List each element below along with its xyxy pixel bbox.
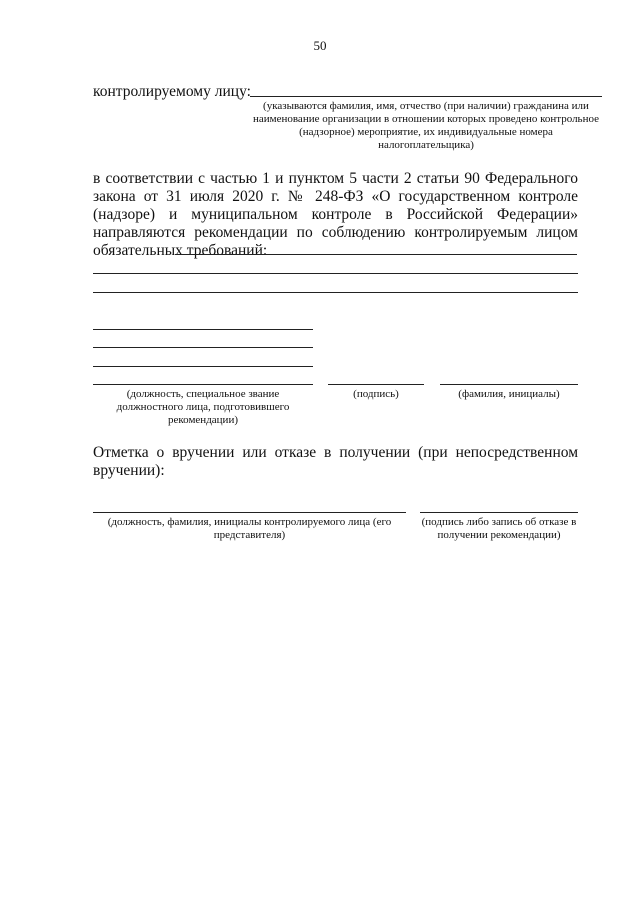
name-note: (фамилия, инициалы) [458, 388, 560, 400]
position-fill-line-2[interactable] [93, 347, 313, 348]
signature-note: (подпись) [353, 388, 399, 400]
delivery-recipient-fill-line[interactable] [93, 512, 406, 513]
name-fill-line[interactable] [440, 384, 578, 385]
signature-fill-line[interactable] [328, 384, 424, 385]
delivery-left-note: (должность, фамилия, инициалы контролируемого лица (его представителя) [107, 516, 392, 541]
position-fill-line-4[interactable] [93, 384, 313, 385]
main-paragraph [93, 170, 578, 260]
delivery-heading: Отметка о вручении или отказе в получении (при непосредственном вручении): [93, 444, 578, 479]
position-note: (должность, специальное звание должностного лица, подготовившего рекомендации) [116, 388, 290, 426]
page-number: 50 [313, 38, 327, 53]
main-paragraph-text: в соответствии с частью 1 и пунктом 5 части 2 статьи 90 Федерального закона от 31 июля 2020 г. № 248-ФЗ «О государственном контроле (надзоре) и муниципальном контроле в Российской Федерации» направляются рекомендации по соблюдению контролируемым лицом обязательных требований: [93, 170, 578, 259]
recipient-note: (указываются фамилия, имя, отчество (при наличии) гражданина или наименование организации в отношении которых проведено контрольное (надзорное) мероприятие, их индивидуальные номера налогоплательщика) [253, 100, 599, 151]
requirements-fill-line-2[interactable] [93, 292, 578, 293]
position-fill-line-3[interactable] [93, 366, 313, 367]
delivery-signature-fill-line[interactable] [420, 512, 578, 513]
delivery-right-note: (подпись либо запись об отказе в получении рекомендации) [421, 516, 577, 541]
requirements-fill-line-1[interactable] [93, 273, 578, 274]
recipient-fill-line[interactable] [250, 96, 602, 97]
recipient-label: контролируемому лицу: [93, 83, 251, 100]
position-fill-line-1[interactable] [93, 329, 313, 330]
requirements-fill-line-0[interactable] [175, 254, 577, 255]
